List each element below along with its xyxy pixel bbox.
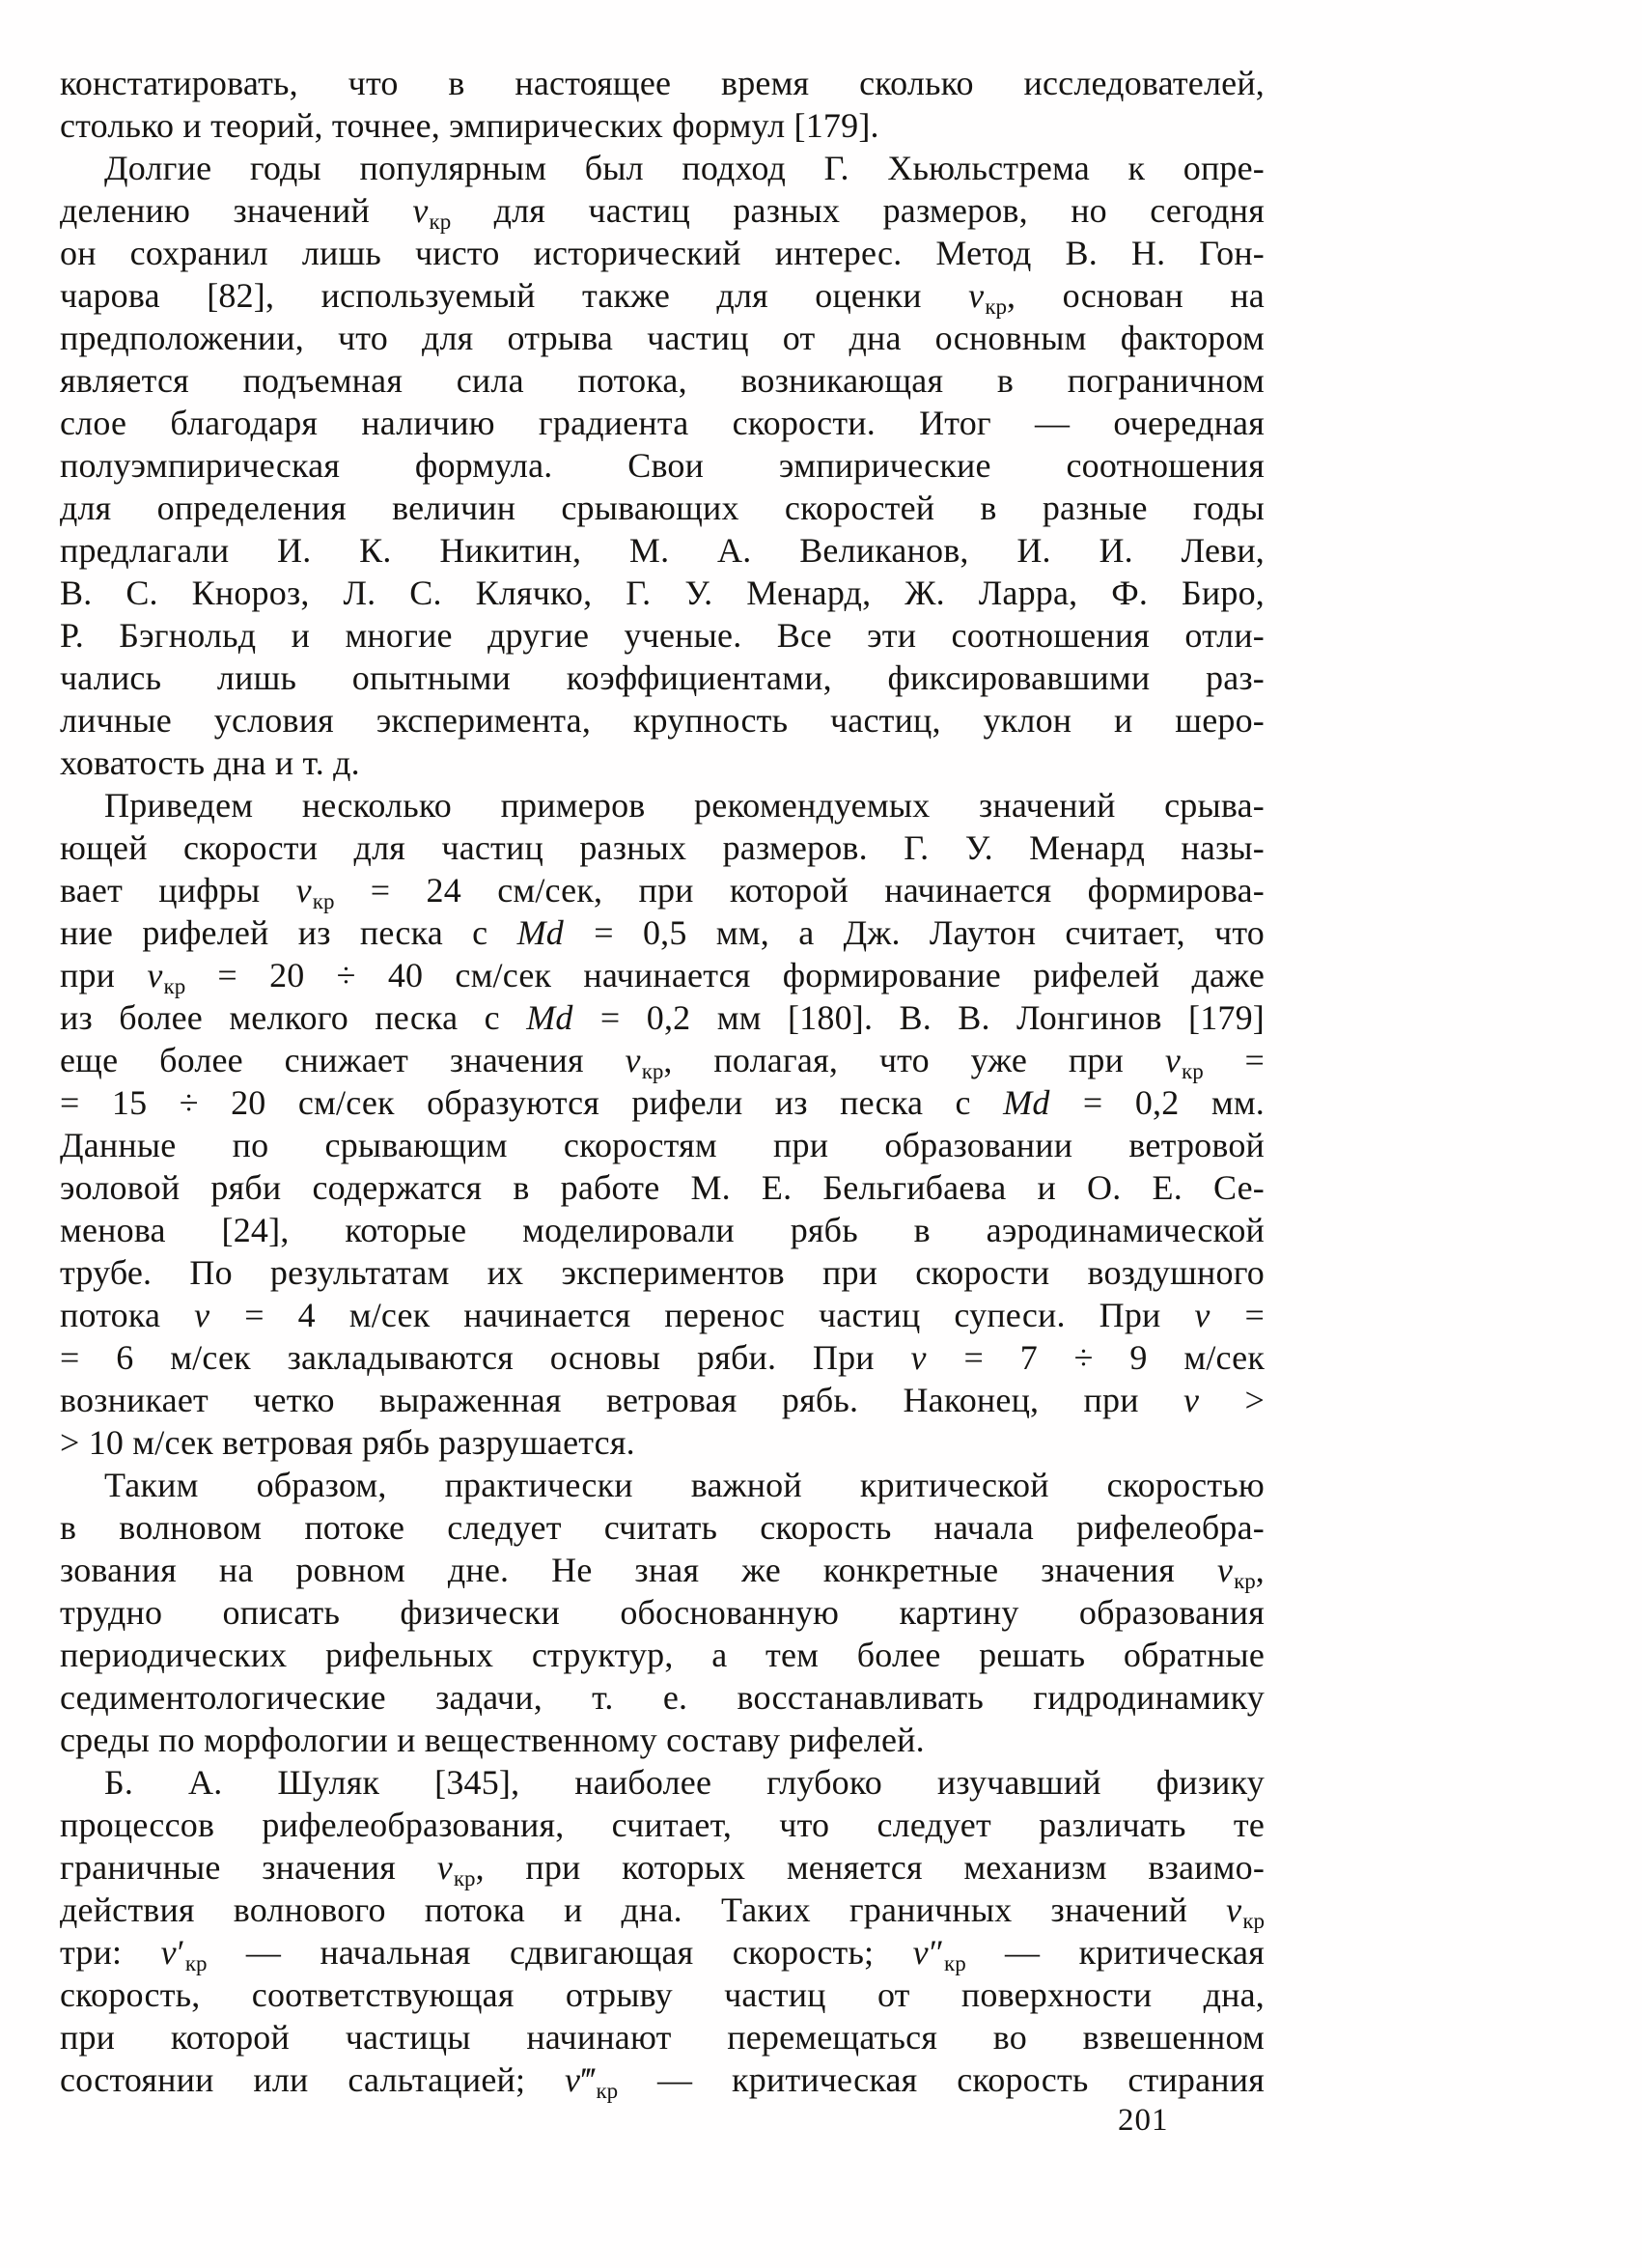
text-line: Долгие годы популярным был подход Г. Хьюльстрема к опре- <box>104 149 1265 187</box>
text-line: В. С. Кнороз, Л. С. Клячко, Г. У. Менард, Ж. Ларра, Ф. Биро, <box>60 574 1265 612</box>
text-line: трубе. По результатам их экспериментов при скорости воздушного <box>60 1253 1265 1292</box>
text-line: граничные значения $v_{кр}$, при которых меняется механизм взаимо- <box>60 1848 1266 1890</box>
paragraph <box>60 1761 1265 2101</box>
text-line: констатировать, что в настоящее время сколько исследователей, <box>60 64 1265 102</box>
text-line: ховатость дна и т. д. <box>60 743 360 782</box>
text-line: = 15 ÷ 20 см/сек образуются рифели из песка с Md = 0,2 мм. <box>60 1083 1266 1122</box>
text-line: вает цифры $v_{кр} = 24$ см/сек, при которой начинается формирова- <box>60 871 1265 913</box>
text-line: Б. А. Шуляк [345], наиболее глубоко изучавший физику <box>104 1763 1265 1802</box>
text-line: личные условия эксперимента, крупность частиц, уклон и шеро- <box>60 701 1265 740</box>
text-line: зования на ровном дне. Не зная же конкретные значения $v_{кр}$, <box>60 1551 1265 1593</box>
text-line: возникает четко выраженная ветровая рябь. Наконец, при v > <box>60 1381 1266 1419</box>
text-line: еще более снижает значения $v_{кр}$, полагая, что уже при $v_{кр}$ = <box>60 1041 1266 1083</box>
text-line: периодических рифельных структур, а тем более решать обратные <box>60 1636 1265 1674</box>
text-column <box>60 62 1265 2101</box>
text-line: Данные по срывающим скоростям при образовании ветровой <box>60 1126 1265 1164</box>
text-line: ние рифелей из песка с Md = 0,5 мм, а Дж. Лаутон считает, что <box>60 913 1265 952</box>
text-line: среды по морфологии и вещественному составу рифелей. <box>60 1721 925 1759</box>
text-line: потока v = 4 м/сек начинается перенос частиц супеси. При v = <box>60 1296 1266 1334</box>
text-line: процессов рифелеобразования, считает, что следует различать те <box>60 1806 1265 1844</box>
paragraph <box>60 1464 1265 1761</box>
text-line: Приведем несколько примеров рекомендуемых значений срыва- <box>104 786 1265 825</box>
text-line: в волновом потоке следует считать скорость начала рифелеобра- <box>60 1508 1265 1547</box>
text-line: = 6 м/сек закладываются основы ряби. При v = 7 ÷ 9 м/сек <box>60 1338 1266 1377</box>
text-line: три: $v'_{кр}$ — начальная сдвигающая скорость; $v''_{кр}$ — критическая <box>60 1933 1265 1975</box>
text-line: делению значений $v_{кр}$ для частиц разных размеров, но сегодня <box>60 191 1266 234</box>
text-line: из более мелкого песка с Md = 0,2 мм [180]. В. В. Лонгинов [179] <box>60 998 1265 1037</box>
page-number: 201 <box>1118 2103 1169 2138</box>
text-line: > 10 м/сек ветровая рябь разрушается. <box>60 1423 635 1462</box>
text-line: для определения величин срывающих скоростей в разные годы <box>60 489 1265 527</box>
text-line: он сохранил лишь чисто исторический интерес. Метод В. Н. Гон- <box>60 234 1265 272</box>
text-line: чарова [82], используемый также для оценки $v_{кр}$, основан на <box>60 276 1265 319</box>
paragraph <box>60 62 1265 147</box>
text-line: при $v_{кр} = 20 \div 40$ см/сек начинается формирование рифелей даже <box>60 956 1265 998</box>
paragraph <box>60 147 1265 784</box>
text-line: Р. Бэгнольд и многие другие ученые. Все эти соотношения отли- <box>60 616 1265 655</box>
text-line: предлагали И. К. Никитин, М. А. Великанов, И. И. Леви, <box>60 531 1265 570</box>
text-line: предположении, что для отрыва частиц от дна основным фактором <box>60 319 1265 357</box>
text-line: действия волнового потока и дна. Таких граничных значений $v_{кр}$ <box>60 1890 1265 1933</box>
text-line: слое благодаря наличию градиента скорости. Итог — очередная <box>60 404 1265 442</box>
text-line: при которой частицы начинают перемещаться во взвешенном <box>60 2018 1265 2057</box>
text-line: менова [24], которые моделировали рябь в аэродинамической <box>60 1211 1265 1249</box>
text-line: чались лишь опытными коэффициентами, фиксировавшими раз- <box>60 658 1265 697</box>
text-line: Таким образом, практически важной критической скоростью <box>104 1466 1265 1504</box>
text-line: является подъемная сила потока, возникающая в пограничном <box>60 361 1265 400</box>
text-line: состоянии или сальтацией; $v‴_{кр}$ — критическая скорость стирания <box>60 2060 1265 2103</box>
text-line: скорость, соответствующая отрыву частиц от поверхности дна, <box>60 1975 1265 2014</box>
text-line: полуэмпирическая формула. Свои эмпирические соотношения <box>60 446 1265 485</box>
paragraph <box>60 784 1265 1464</box>
text-line: седиментологические задачи, т. е. восстанавливать гидродинамику <box>60 1678 1265 1717</box>
text-line: эоловой ряби содержатся в работе М. Е. Бельгибаева и О. Е. Се- <box>60 1168 1265 1207</box>
text-line: трудно описать физически обоснованную картину образования <box>60 1593 1265 1632</box>
text-line: столько и теорий, точнее, эмпирических формул [179]. <box>60 106 879 145</box>
text-line: ющей скорости для частиц разных размеров. Г. У. Менард назы- <box>60 828 1265 867</box>
